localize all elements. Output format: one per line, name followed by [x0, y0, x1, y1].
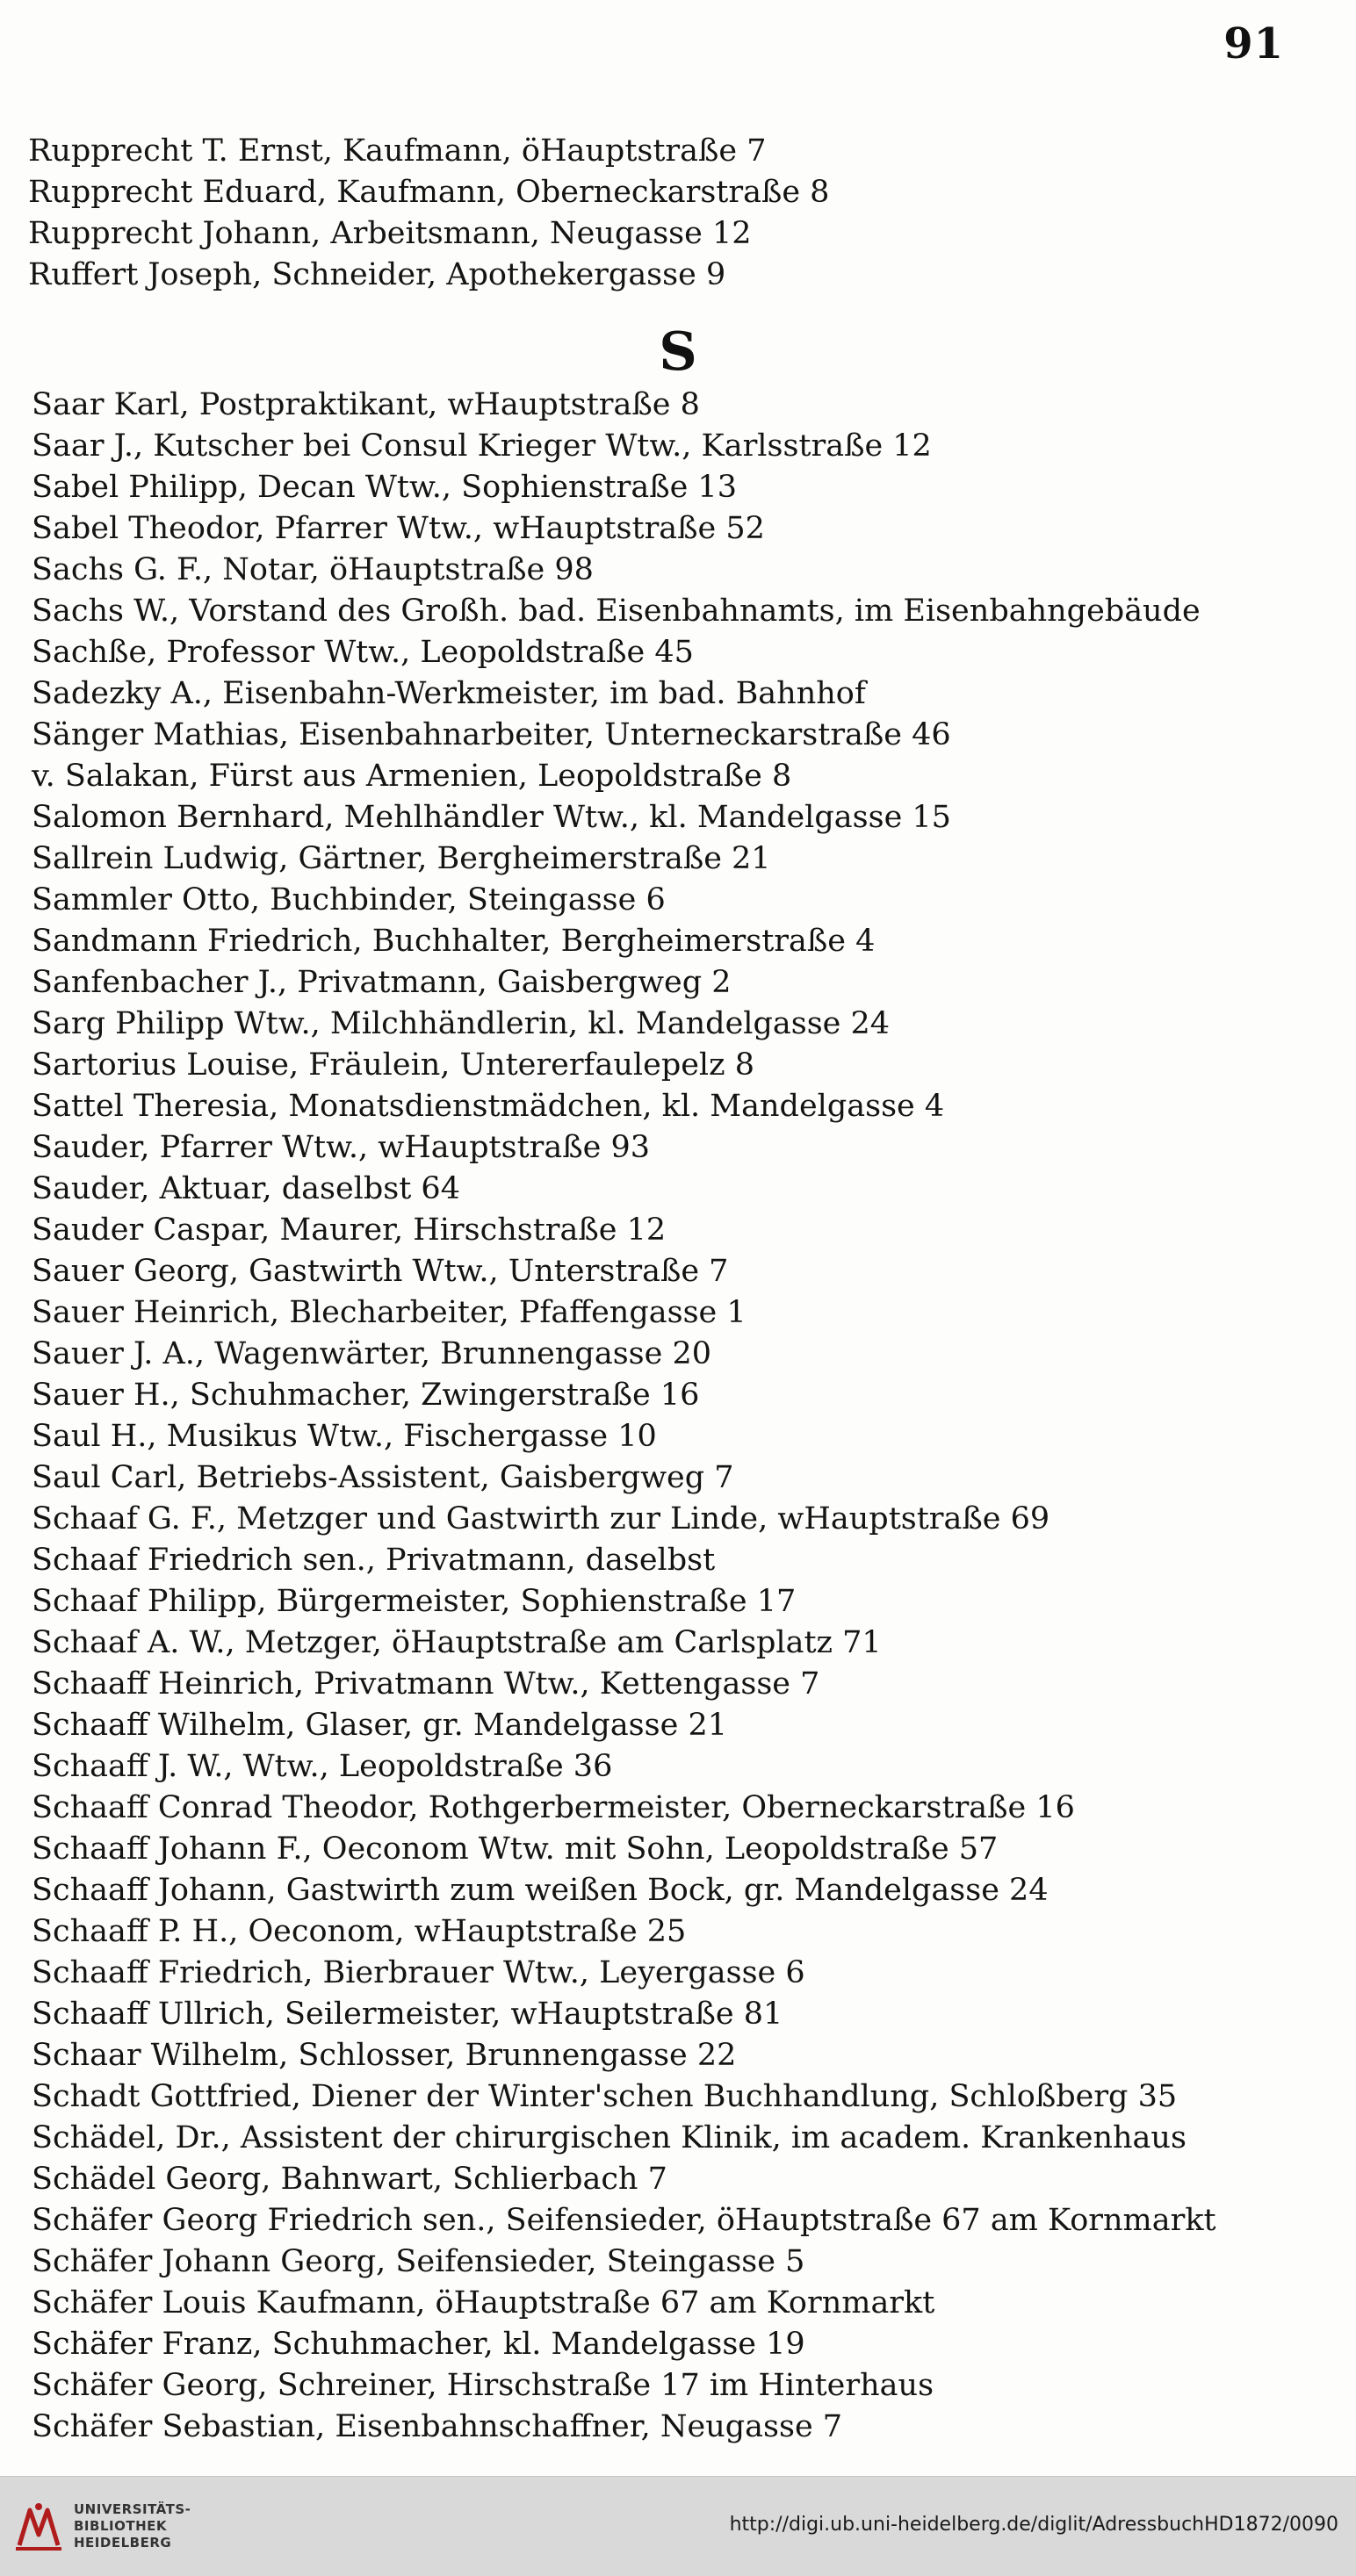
directory-entry: Saar J., Kutscher bei Consul Krieger Wtw., Karlsstraße 12	[32, 428, 932, 464]
directory-entry: Schäfer Georg, Schreiner, Hirschstraße 17 im Hinterhaus	[32, 2368, 934, 2403]
directory-entry: Sabel Philipp, Decan Wtw., Sophienstraße 13	[32, 470, 737, 505]
directory-entry: Schaaff P. H., Oeconom, wHauptstraße 25	[32, 1914, 687, 1949]
directory-entry: Schaar Wilhelm, Schlosser, Brunnengasse 22	[32, 2038, 737, 2073]
directory-entry: Schaaf Philipp, Bürgermeister, Sophienstraße 17	[32, 1584, 797, 1619]
university-seal-icon	[12, 2500, 65, 2552]
directory-entry: Sauer H., Schuhmacher, Zwingerstraße 16	[32, 1378, 700, 1413]
directory-entry: Schaaff Wilhelm, Glaser, gr. Mandelgasse 21	[32, 1708, 727, 1743]
section-letter: S	[659, 321, 697, 383]
directory-entry: Schaaff Friedrich, Bierbrauer Wtw., Leyergasse 6	[32, 1955, 805, 1990]
directory-entry: Saul H., Musikus Wtw., Fischergasse 10	[32, 1419, 657, 1454]
directory-entry: Salomon Bernhard, Mehlhändler Wtw., kl. Mandelgasse 15	[32, 800, 951, 835]
directory-entry: Sauder Caspar, Maurer, Hirschstraße 12	[32, 1212, 667, 1248]
library-name-line: UNIVERSITÄTS-	[74, 2501, 191, 2517]
directory-entry: Ruffert Joseph, Schneider, Apothekergasse 9	[28, 257, 726, 292]
directory-entry: Sartorius Louise, Fräulein, Untererfaulepelz 8	[32, 1047, 754, 1083]
directory-entry: Sauer Georg, Gastwirth Wtw., Unterstraße 7	[32, 1254, 729, 1289]
directory-entry: Sandmann Friedrich, Buchhalter, Bergheimerstraße 4	[32, 924, 876, 959]
directory-entry: Sauer J. A., Wagenwärter, Brunnengasse 20	[32, 1336, 711, 1371]
library-logo[interactable]	[12, 2496, 191, 2558]
entries-before-section	[28, 131, 1328, 296]
directory-entry: Schaaf G. F., Metzger und Gastwirth zur Linde, wHauptstraße 69	[32, 1501, 1050, 1536]
directory-entry: Schadt Gottfried, Diener der Winter'schen Buchhandlung, Schloßberg 35	[32, 2079, 1178, 2114]
directory-entry: Sattel Theresia, Monatsdienstmädchen, kl. Mandelgasse 4	[32, 1089, 945, 1124]
directory-entry: Saar Karl, Postpraktikant, wHauptstraße 8	[32, 387, 700, 422]
directory-entry: Schäfer Johann Georg, Seifensieder, Steingasse 5	[32, 2244, 805, 2279]
directory-entry: Schäfer Franz, Schuhmacher, kl. Mandelgasse 19	[32, 2327, 805, 2362]
directory-entry: Schaaff Johann, Gastwirth zum weißen Bock, gr. Mandelgasse 24	[32, 1873, 1049, 1908]
directory-entry: Saul Carl, Betriebs-Assistent, Gaisbergweg 7	[32, 1460, 734, 1495]
directory-entry: Schäfer Georg Friedrich sen., Seifensieder, öHauptstraße 67 am Kornmarkt	[32, 2203, 1216, 2238]
source-url-link[interactable]: http://digi.ub.uni-heidelberg.de/diglit/AdressbuchHD1872/0090	[729, 2514, 1338, 2536]
directory-entry: Schaaf Friedrich sen., Privatmann, daselbst	[32, 1543, 716, 1578]
directory-entry: Schäfer Louis Kaufmann, öHauptstraße 67 am Kornmarkt	[32, 2285, 935, 2321]
directory-entry: Sabel Theodor, Pfarrer Wtw., wHauptstraße 52	[32, 511, 765, 546]
directory-entry: Schaaff J. W., Wtw., Leopoldstraße 36	[32, 1749, 613, 1784]
directory-entry: Sauder, Aktuar, daselbst 64	[32, 1171, 460, 1206]
library-name	[74, 2501, 191, 2551]
page-number: 91	[1223, 19, 1284, 68]
directory-entry: Schaaff Conrad Theodor, Rothgerbermeister, Oberneckarstraße 16	[32, 1790, 1075, 1825]
directory-entry: Sauer Heinrich, Blecharbeiter, Pfaffengasse 1	[32, 1295, 747, 1330]
directory-entry: Schäfer Sebastian, Eisenbahnschaffner, Neugasse 7	[32, 2409, 843, 2444]
directory-entry: Sänger Mathias, Eisenbahnarbeiter, Unterneckarstraße 46	[32, 717, 951, 752]
directory-entry: Sadezky A., Eisenbahn-Werkmeister, im bad. Bahnhof	[32, 676, 866, 711]
directory-entry: Sammler Otto, Buchbinder, Steingasse 6	[32, 882, 666, 917]
directory-entry: Sachße, Professor Wtw., Leopoldstraße 45	[32, 635, 694, 670]
directory-entry: Sachs G. F., Notar, öHauptstraße 98	[32, 552, 594, 587]
directory-entry: Schädel, Dr., Assistent der chirurgischen Klinik, im academ. Krankenhaus	[32, 2120, 1186, 2155]
library-name-line: BIBLIOTHEK	[74, 2518, 167, 2534]
directory-entry: Rupprecht T. Ernst, Kaufmann, öHauptstraße 7	[28, 133, 767, 169]
viewer-footer	[0, 2476, 1356, 2576]
library-name-line: HEIDELBERG	[74, 2535, 172, 2551]
entries-section-s	[28, 385, 1328, 2448]
directory-entry: Schaaff Johann F., Oeconom Wtw. mit Sohn, Leopoldstraße 57	[32, 1831, 999, 1867]
directory-entry: Schaaff Heinrich, Privatmann Wtw., Kettengasse 7	[32, 1666, 820, 1702]
directory-entry: Sallrein Ludwig, Gärtner, Bergheimerstraße 21	[32, 841, 771, 876]
directory-entry: Schaaf A. W., Metzger, öHauptstraße am Carlsplatz 71	[32, 1625, 882, 1660]
directory-entry: Sanfenbacher J., Privatmann, Gaisbergweg 2	[32, 965, 732, 1000]
directory-entry: Sachs W., Vorstand des Großh. bad. Eisenbahnamts, im Eisenbahngebäude	[32, 594, 1201, 629]
directory-entry: v. Salakan, Fürst aus Armenien, Leopoldstraße 8	[32, 759, 792, 794]
directory-entry: Schaaff Ullrich, Seilermeister, wHauptstraße 81	[32, 1997, 783, 2032]
directory-entry: Sauder, Pfarrer Wtw., wHauptstraße 93	[32, 1130, 650, 1165]
directory-entry: Sarg Philipp Wtw., Milchhändlerin, kl. Mandelgasse 24	[32, 1006, 891, 1041]
directory-entry: Schädel Georg, Bahnwart, Schlierbach 7	[32, 2162, 667, 2197]
directory-entry: Rupprecht Johann, Arbeitsmann, Neugasse 12	[28, 216, 752, 251]
directory-entry: Rupprecht Eduard, Kaufmann, Oberneckarstraße 8	[28, 175, 830, 210]
